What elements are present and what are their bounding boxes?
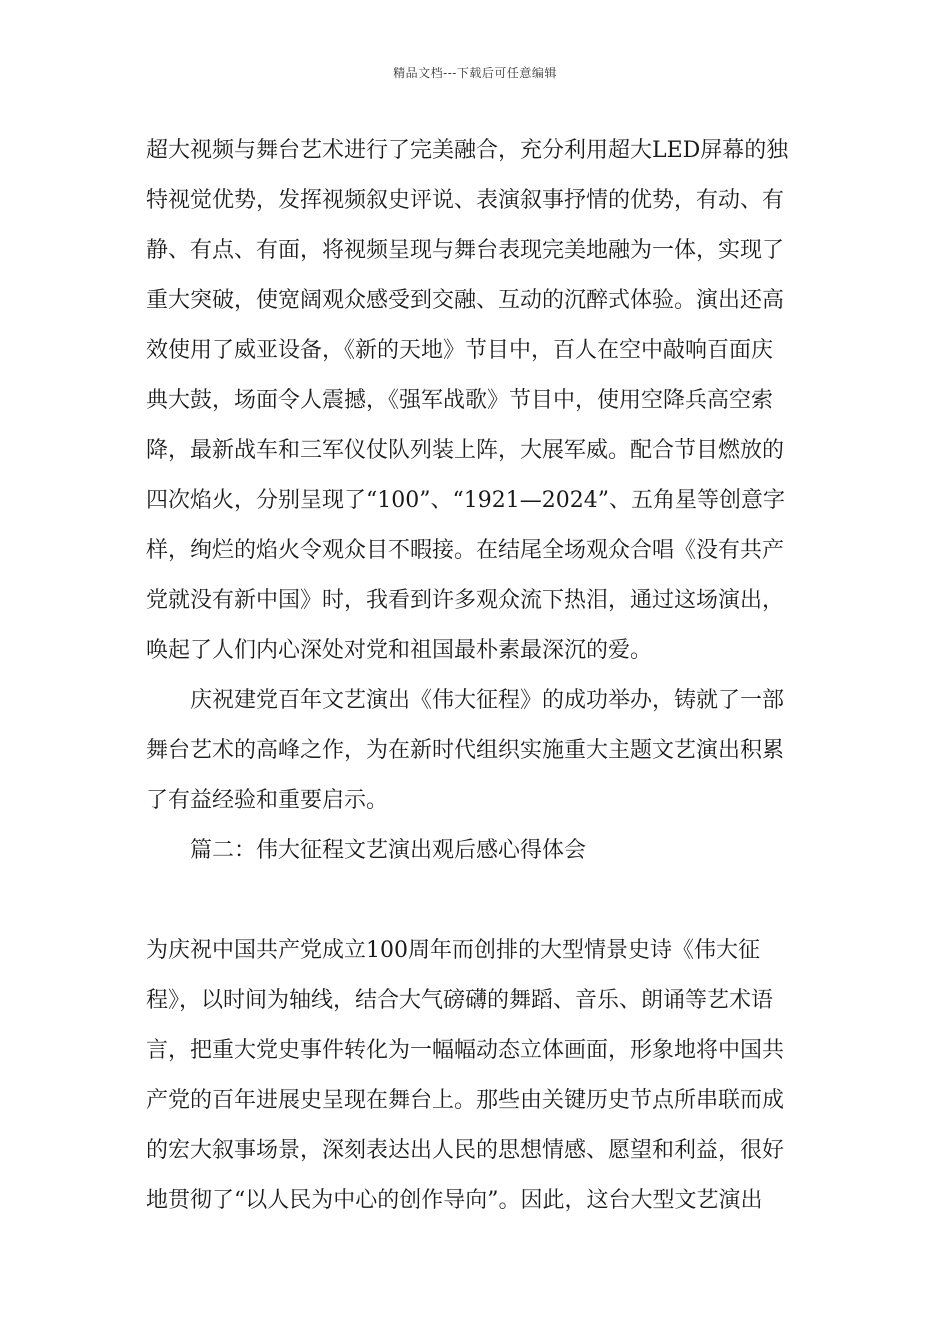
text-line: 庆祝建党百年文艺演出《伟大征程》的成功举办，铸就了一部 (146, 688, 785, 713)
text-line: 党就没有新中国》时，我看到许多观众流下热泪，通过这场演出， (146, 588, 785, 613)
section-heading: 篇二：伟大征程文艺演出观后感心得体会 (146, 838, 587, 863)
text-line: 了有益经验和重要启示。 (146, 788, 389, 813)
text-line: 典大鼓，场面令人震撼，《强军战歌》节目中，使用空降兵高空索 (146, 388, 774, 413)
text-line: 唤起了人们内心深处对党和祖国最朴素最深沉的爱。 (146, 638, 653, 663)
text-line: 为庆祝中国共产党成立100周年而创排的大型情景史诗《伟大征 (146, 938, 760, 963)
text-line: 效使用了威亚设备，《新的天地》节目中，百人在空中敲响百面庆 (146, 338, 774, 363)
text-line: 舞台艺术的高峰之作，为在新时代组织实施重大主题文艺演出积累 (146, 738, 785, 763)
text-line: 四次焰火，分别呈现了“100”、“1921—2024”、五角星等创意字 (146, 488, 785, 513)
text-line: 样，绚烂的焰火令观众目不暇接。在结尾全场观众合唱《没有共产 (146, 538, 785, 563)
text-line: 降，最新战车和三军仪仗队列装上阵，大展军威。配合节目燃放的 (146, 438, 785, 463)
text-line: 重大突破，使宽阔观众感受到交融、互动的沉醉式体验。演出还高 (146, 288, 785, 313)
page-header: 精品文档---下载后可任意编辑 (393, 66, 557, 80)
text-line: 静、有点、有面，将视频呈现与舞台表现完美地融为一体，实现了 (146, 238, 785, 263)
text-line: 的宏大叙事场景，深刻表达出人民的思想情感、愿望和利益，很好 (146, 1138, 785, 1163)
text-line: 超大视频与舞台艺术进行了完美融合，充分利用超大LED屏幕的独 (146, 138, 789, 163)
text-line: 言，把重大党史事件转化为一幅幅动态立体画面，形象地将中国共 (146, 1038, 785, 1063)
text-line: 程》，以时间为轴线，结合大气磅礴的舞蹈、音乐、朗诵等艺术语 (146, 988, 774, 1013)
text-line: 产党的百年进展史呈现在舞台上。那些由关键历史节点所串联而成 (146, 1088, 785, 1113)
text-line: 特视觉优势，发挥视频叙史评说、表演叙事抒情的优势，有动、有 (146, 188, 785, 213)
text-line: 地贯彻了“以人民为中心的创作导向”。因此，这台大型文艺演出 (146, 1188, 763, 1213)
